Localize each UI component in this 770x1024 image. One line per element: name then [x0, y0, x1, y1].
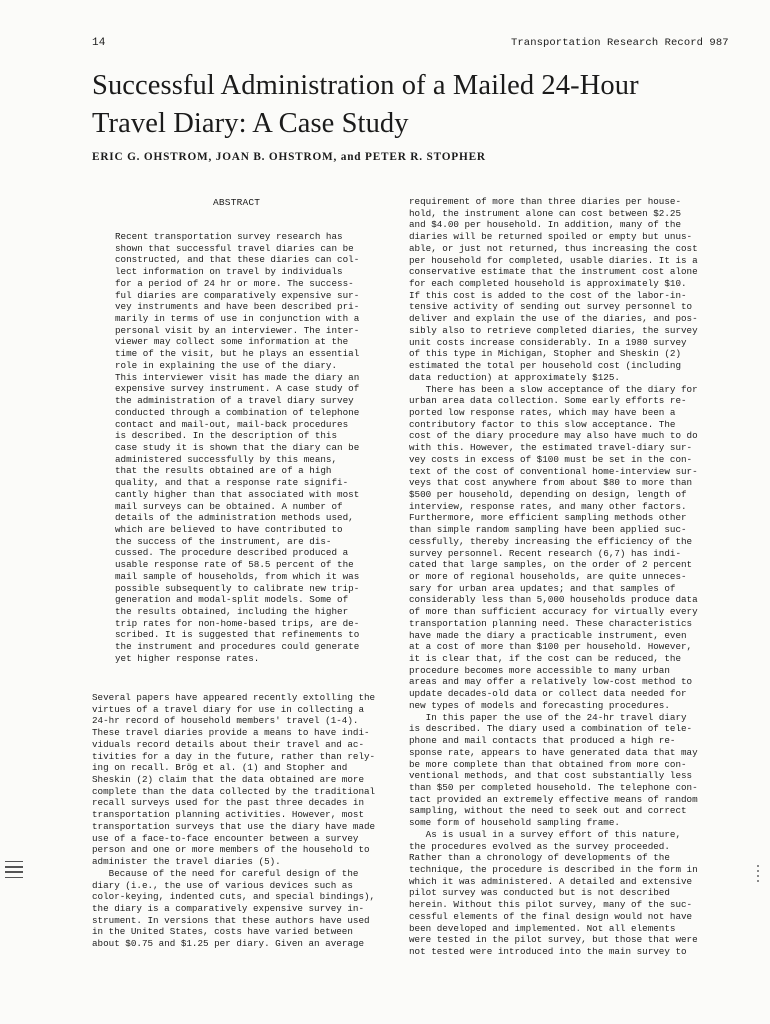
margin-bar-mark [5, 861, 23, 878]
body-left-column: Several papers have appeared recently extolling the virtues of a travel diary for use in collecting a 24-hr record of household members' travel (1-4). These travel diaries provide a means to have indi- viduals record details about their travel and ac- tivities for a day in the future, rather than rely- ing on recall. Brög et al. (1) and Stopher and Sheskin (2) claim that the data obtained are more complete than the data collected by the traditional recall surveys used for the past three decades in transportation planning activities. However, most transportation surveys that use the diary have made use of a face-to-face encounter between a survey person and one or more members of the household to administer the travel diaries (5). Because of the need for careful design of the diary (i.e., the use of various devices such as color-keying, indented cuts, and special bindings), the diary is a comparatively expensive survey in- strument. In versions that these authors have used in the United States, costs have varied between about $0.75 and $1.25 per diary. Given an average [92, 692, 376, 950]
body-right-column: requirement of more than three diaries per house- hold, the instrument alone can cost between $2.25 and $4.00 per household. In addition, many of the diaries will be returned spoiled or empty but unus- able, or just not returned, thus increasing the cost per household for completed, usable diaries. It is a conservative estimate that the instrument cost alone for each completed household is approximately $10. If this cost is added to the cost of the labor-in- tensive activity of sending out survey personnel to deliver and explain the use of the diaries, and pos- sibly also to retrieve completed diaries, the survey unit costs increase considerably. In a 1980 survey of this type in Michigan, Stopher and Sheskin (2) estimated the total per household cost (including data reduction) at approximately $125. There has been a slow acceptance of the diary for urban area data collection. Some early efforts re- ported low response rates, which may have been a contributory factor to this slow acceptance. The cost of the diary procedure may also have much to do with this. However, the estimated travel-diary sur- vey costs in excess of $100 must be set in the con- text of the cost of conventional home-interview sur- veys that cost anywhere from about $80 to more than $500 per household, depending on design, length of interview, response rates, and many other factors. Furthermore, more efficient sampling methods other than simple random sampling have been applied suc- cessfully, thereby increasing the efficiency of the survey personnel. Recent research (6,7) has indi- cated that large samples, on the order of 2 percent or more of regional households, are quite unneces- sary for urban area updates; and that samples of considerably less than 5,000 households produce data of more than sufficient accuracy for virtually every transportation planning need. These characteristics have made the diary a practicable instrument, even at a cost of more than $100 per household. However, it is clear that, if the cost can be reduced, the procedure becomes more accessible to many urban areas and may offer a relatively low-cost method to update decades-old data or collect data needed for new types of models and forecasting procedures. In this paper the use of the 24-hr travel diary is described. The diary used a combination of tele- phone and mail contacts that produced a high re- sponse rate, appears to have generated data that may be more complete than that obtained from more con- ventional methods, and that cost substantially less than $50 per completed household. The telephone con- tact provided an extremely effective means of random sampling, without the need to seek out and correct some form of household sampling frame. As is usual in a survey effort of this nature, the procedures evolved as the survey proceeded. Rather than a chronology of developments of the technique, the procedure is described in the form in which it was administered. A detailed and extensive pilot survey was conducted but is not described herein. Without this pilot survey, many of the suc- cessful elements of the final design would not have been developed and implemented. Not all elements were tested in the pilot survey, but those that were not tested were introduced into the main survey to [409, 196, 698, 957]
abstract-heading: ABSTRACT [213, 197, 261, 208]
authors-line: ERIC G. OHSTROM, JOAN B. OHSTROM, and PETER R. STOPHER [92, 151, 486, 163]
abstract-text: Recent transportation survey research has shown that successful travel diaries can be constructed, and that these diaries can col- lect information on travel by individuals for a period of 24 hr or more. The success- ful diaries are comparatively expensive sur- vey instruments and have been described pri- marily in terms of use in conjunction with a personal visit by an interviewer. The inter- viewer may collect some information at the time of the visit, but he plays an essential role in explaining the use of the diary. This interviewer visit has made the diary an expensive survey instrument. A case study of the administration of a travel diary survey conducted through a combination of telephone contact and mail-out, mail-back procedures is described. In the description of this case study it is shown that the diary can be administered successfully by this means, that the results obtained are of a high quality, and that a response rate signifi- cantly higher than that associated with most mail surveys can be obtained. A number of details of the administration methods used, which are believed to have contributed to the success of the instrument, are dis- cussed. The procedure described produced a usable response rate of 58.5 percent of the mail sample of households, from which it was possible subsequently to calibrate new trip- generation and modal-split models. Some of the results obtained, including the higher trip rates for non-home-based trips, are de- scribed. It is suggested that refinements to the instrument and procedures could generate yet higher response rates. [115, 231, 360, 664]
scan-speckle-mark [757, 865, 759, 883]
page-number: 14 [92, 37, 106, 49]
paper-title: Successful Administration of a Mailed 24-Hour Travel Diary: A Case Study [92, 70, 639, 139]
running-title: Transportation Research Record 987 [511, 37, 729, 49]
